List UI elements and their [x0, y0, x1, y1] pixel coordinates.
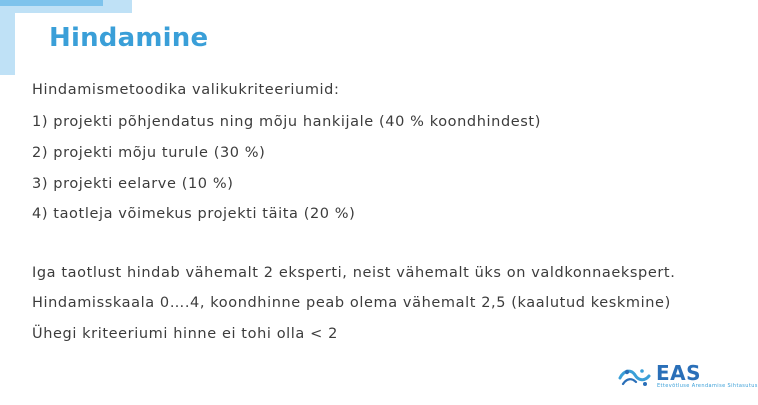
- criterion-item: 2) projekti mõju turule (30 %): [32, 145, 266, 161]
- note-text: Iga taotlust hindab vähemalt 2 eksperti, neist vähemalt üks on valdkonnaekspert.: [32, 265, 676, 281]
- note-text: Ühegi kriteeriumi hinne ei tohi olla < 2: [32, 326, 338, 342]
- eas-logo-text: EAS: [656, 361, 702, 385]
- eas-logo-tagline: Ettevõtluse Arendamise Sihtasutus: [657, 383, 758, 389]
- slide-title: Hindamine: [49, 23, 209, 53]
- criterion-item: 4) taotleja võimekus projekti täita (20 %): [32, 206, 356, 222]
- eas-logo: [618, 361, 758, 390]
- criterion-item: 1) projekti põhjendatus ning mõju hankijale (40 % koondhindest): [32, 114, 541, 130]
- decorative-left-bar: [0, 13, 15, 75]
- note-text: Hindamisskaala 0….4, koondhinne peab olema vähemalt 2,5 (kaalutud keskmine): [32, 295, 671, 311]
- intro-text: Hindamismetoodika valikukriteeriumid:: [32, 82, 340, 98]
- decorative-top-accent-bar: [0, 0, 103, 6]
- criterion-item: 3) projekti eelarve (10 %): [32, 176, 234, 192]
- eas-logo-icon: [618, 365, 652, 389]
